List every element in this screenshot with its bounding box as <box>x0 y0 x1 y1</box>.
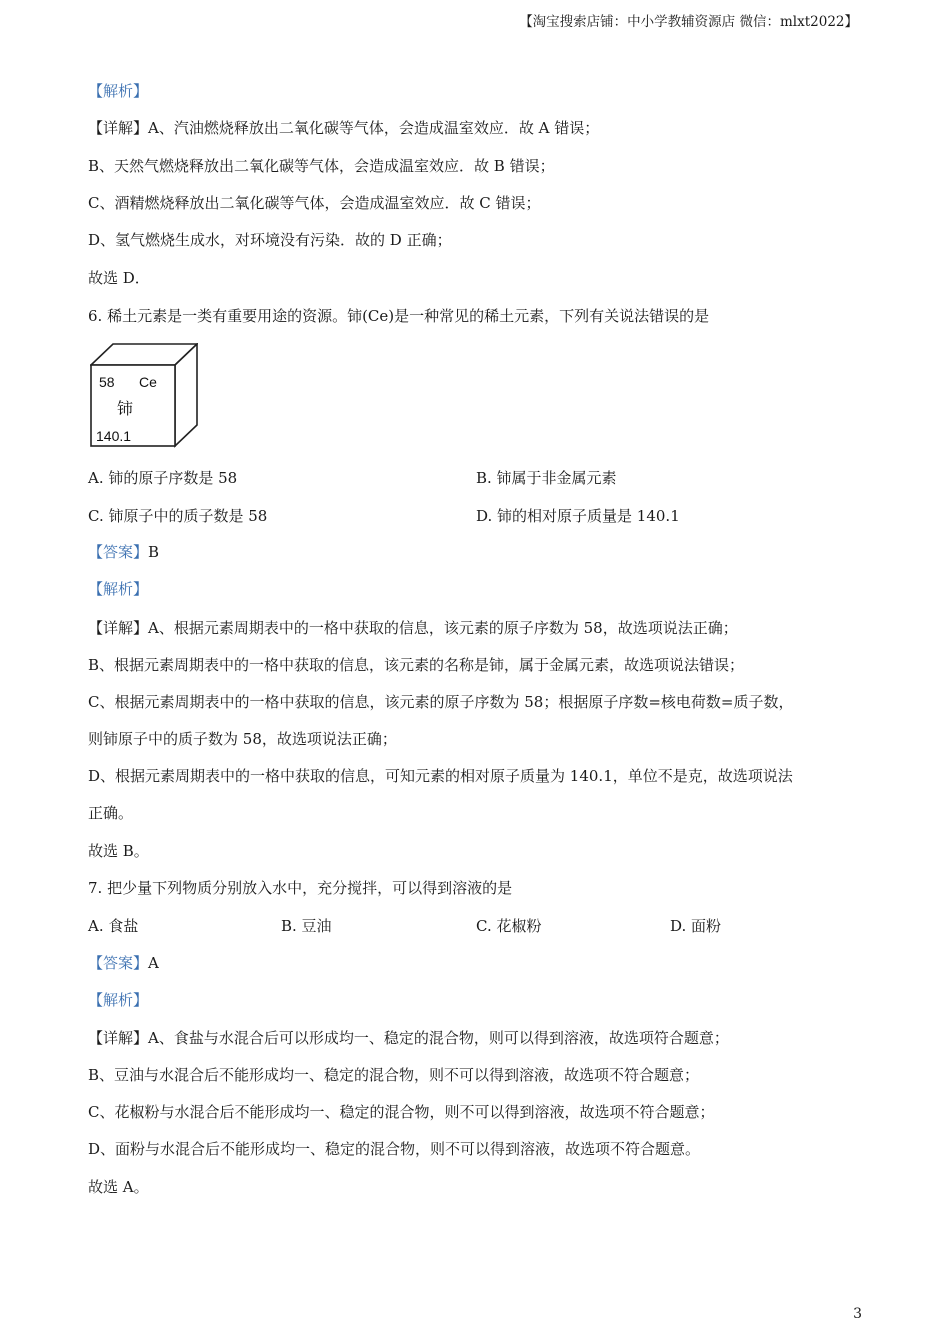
q6-detail-c1: C、根据元素周期表中的一格中获取的信息，该元素的原子序数为 58；根据原子序数=核电荷数=质子数， <box>88 693 794 711</box>
q6-option-c: C. 铈原子中的质子数是 58 <box>88 507 268 525</box>
element-cube-figure <box>90 343 198 449</box>
q6-detail-a-text: A、根据元素周期表中的一格中获取的信息，该元素的原子序数为 58，故选项说法正确； <box>148 619 738 637</box>
q7-detail-tag: 【详解】 <box>88 1029 149 1047</box>
q5-conclusion: 故选 D． <box>88 269 150 287</box>
element-symbol: Ce <box>139 374 157 390</box>
q6-stem: 6. 稀土元素是一类有重要用途的资源。铈(Ce)是一种常见的稀土元素，下列有关说法错误的是 <box>88 307 710 325</box>
q5-detail-a-text: A、汽油燃烧释放出二氧化碳等气体，会造成温室效应．故 A 错误； <box>148 119 600 137</box>
q7-option-d: D. 面粉 <box>670 917 722 935</box>
q6-option-d: D. 铈的相对原子质量是 140.1 <box>476 507 680 525</box>
q5-detail-a <box>88 118 599 138</box>
q6-answer <box>88 542 159 562</box>
q7-option-b: B. 豆油 <box>281 917 332 935</box>
q6-detail-d1: D、根据元素周期表中的一格中获取的信息，可知元素的相对原子质量为 140.1，单位不是克，故选项说法 <box>88 767 793 785</box>
q6-conclusion: 故选 B。 <box>88 842 149 860</box>
q7-option-c: C. 花椒粉 <box>476 917 542 935</box>
q5-detail-b: B、天然气燃烧释放出二氧化碳等气体，会造成温室效应．故 B 错误； <box>88 157 555 175</box>
q6-option-b: B. 铈属于非金属元素 <box>476 469 617 487</box>
q7-detail-d: D、面粉与水混合后不能形成均一、稳定的混合物，则不可以得到溶液，故选项不符合题意。 <box>88 1140 701 1158</box>
q7-detail-a-text: A、食盐与水混合后可以形成均一、稳定的混合物，则可以得到溶液，故选项符合题意； <box>148 1029 729 1047</box>
q7-detail-c: C、花椒粉与水混合后不能形成均一、稳定的混合物，则不可以得到溶液，故选项不符合题意； <box>88 1103 715 1121</box>
element-mass: 140.1 <box>96 428 132 444</box>
q7-stem: 7. 把少量下列物质分别放入水中，充分搅拌，可以得到溶液的是 <box>88 879 513 897</box>
q7-answer-value: A <box>148 954 159 972</box>
page-header: 【淘宝搜索店铺：中小学教辅资源店 微信：mlxt2022】 <box>519 14 858 30</box>
q6-option-a: A. 铈的原子序数是 58 <box>88 469 238 487</box>
q6-detail-d2: 正确。 <box>88 804 134 822</box>
page-number: 3 <box>853 1306 862 1322</box>
q6-detail-b: B、根据元素周期表中的一格中获取的信息，该元素的名称是铈，属于金属元素，故选项说法错误； <box>88 656 745 674</box>
q6-answer-value: B <box>148 543 160 561</box>
element-number: 58 <box>99 374 115 390</box>
q7-answer <box>88 953 159 973</box>
q6-detail-a <box>88 618 738 638</box>
q5-detail-c: C、酒精燃烧释放出二氧化碳等气体，会造成温室效应．故 C 错误； <box>88 194 541 212</box>
q7-detail-b: B、豆油与水混合后不能形成均一、稳定的混合物，则不可以得到溶液，故选项不符合题意； <box>88 1066 700 1084</box>
q6-answer-tag: 【答案】 <box>88 543 149 561</box>
q6-analysis-tag: 【解析】 <box>88 580 149 598</box>
q7-conclusion: 故选 A。 <box>88 1178 149 1196</box>
element-name: 铈 <box>117 399 134 418</box>
element-card-cerium <box>90 343 198 449</box>
q5-detail-d: D、氢气燃烧生成水，对环境没有污染．故的 D 正确； <box>88 231 452 249</box>
q6-detail-tag: 【详解】 <box>88 619 149 637</box>
q5-analysis-tag: 【解析】 <box>88 82 149 100</box>
q7-answer-tag: 【答案】 <box>88 954 149 972</box>
q7-analysis-tag: 【解析】 <box>88 991 149 1009</box>
q6-detail-c2: 则铈原子中的质子数为 58，故选项说法正确； <box>88 730 397 748</box>
q5-detail-tag: 【详解】 <box>88 119 149 137</box>
q7-option-a: A. 食盐 <box>88 917 139 935</box>
q7-detail-a <box>88 1028 729 1048</box>
